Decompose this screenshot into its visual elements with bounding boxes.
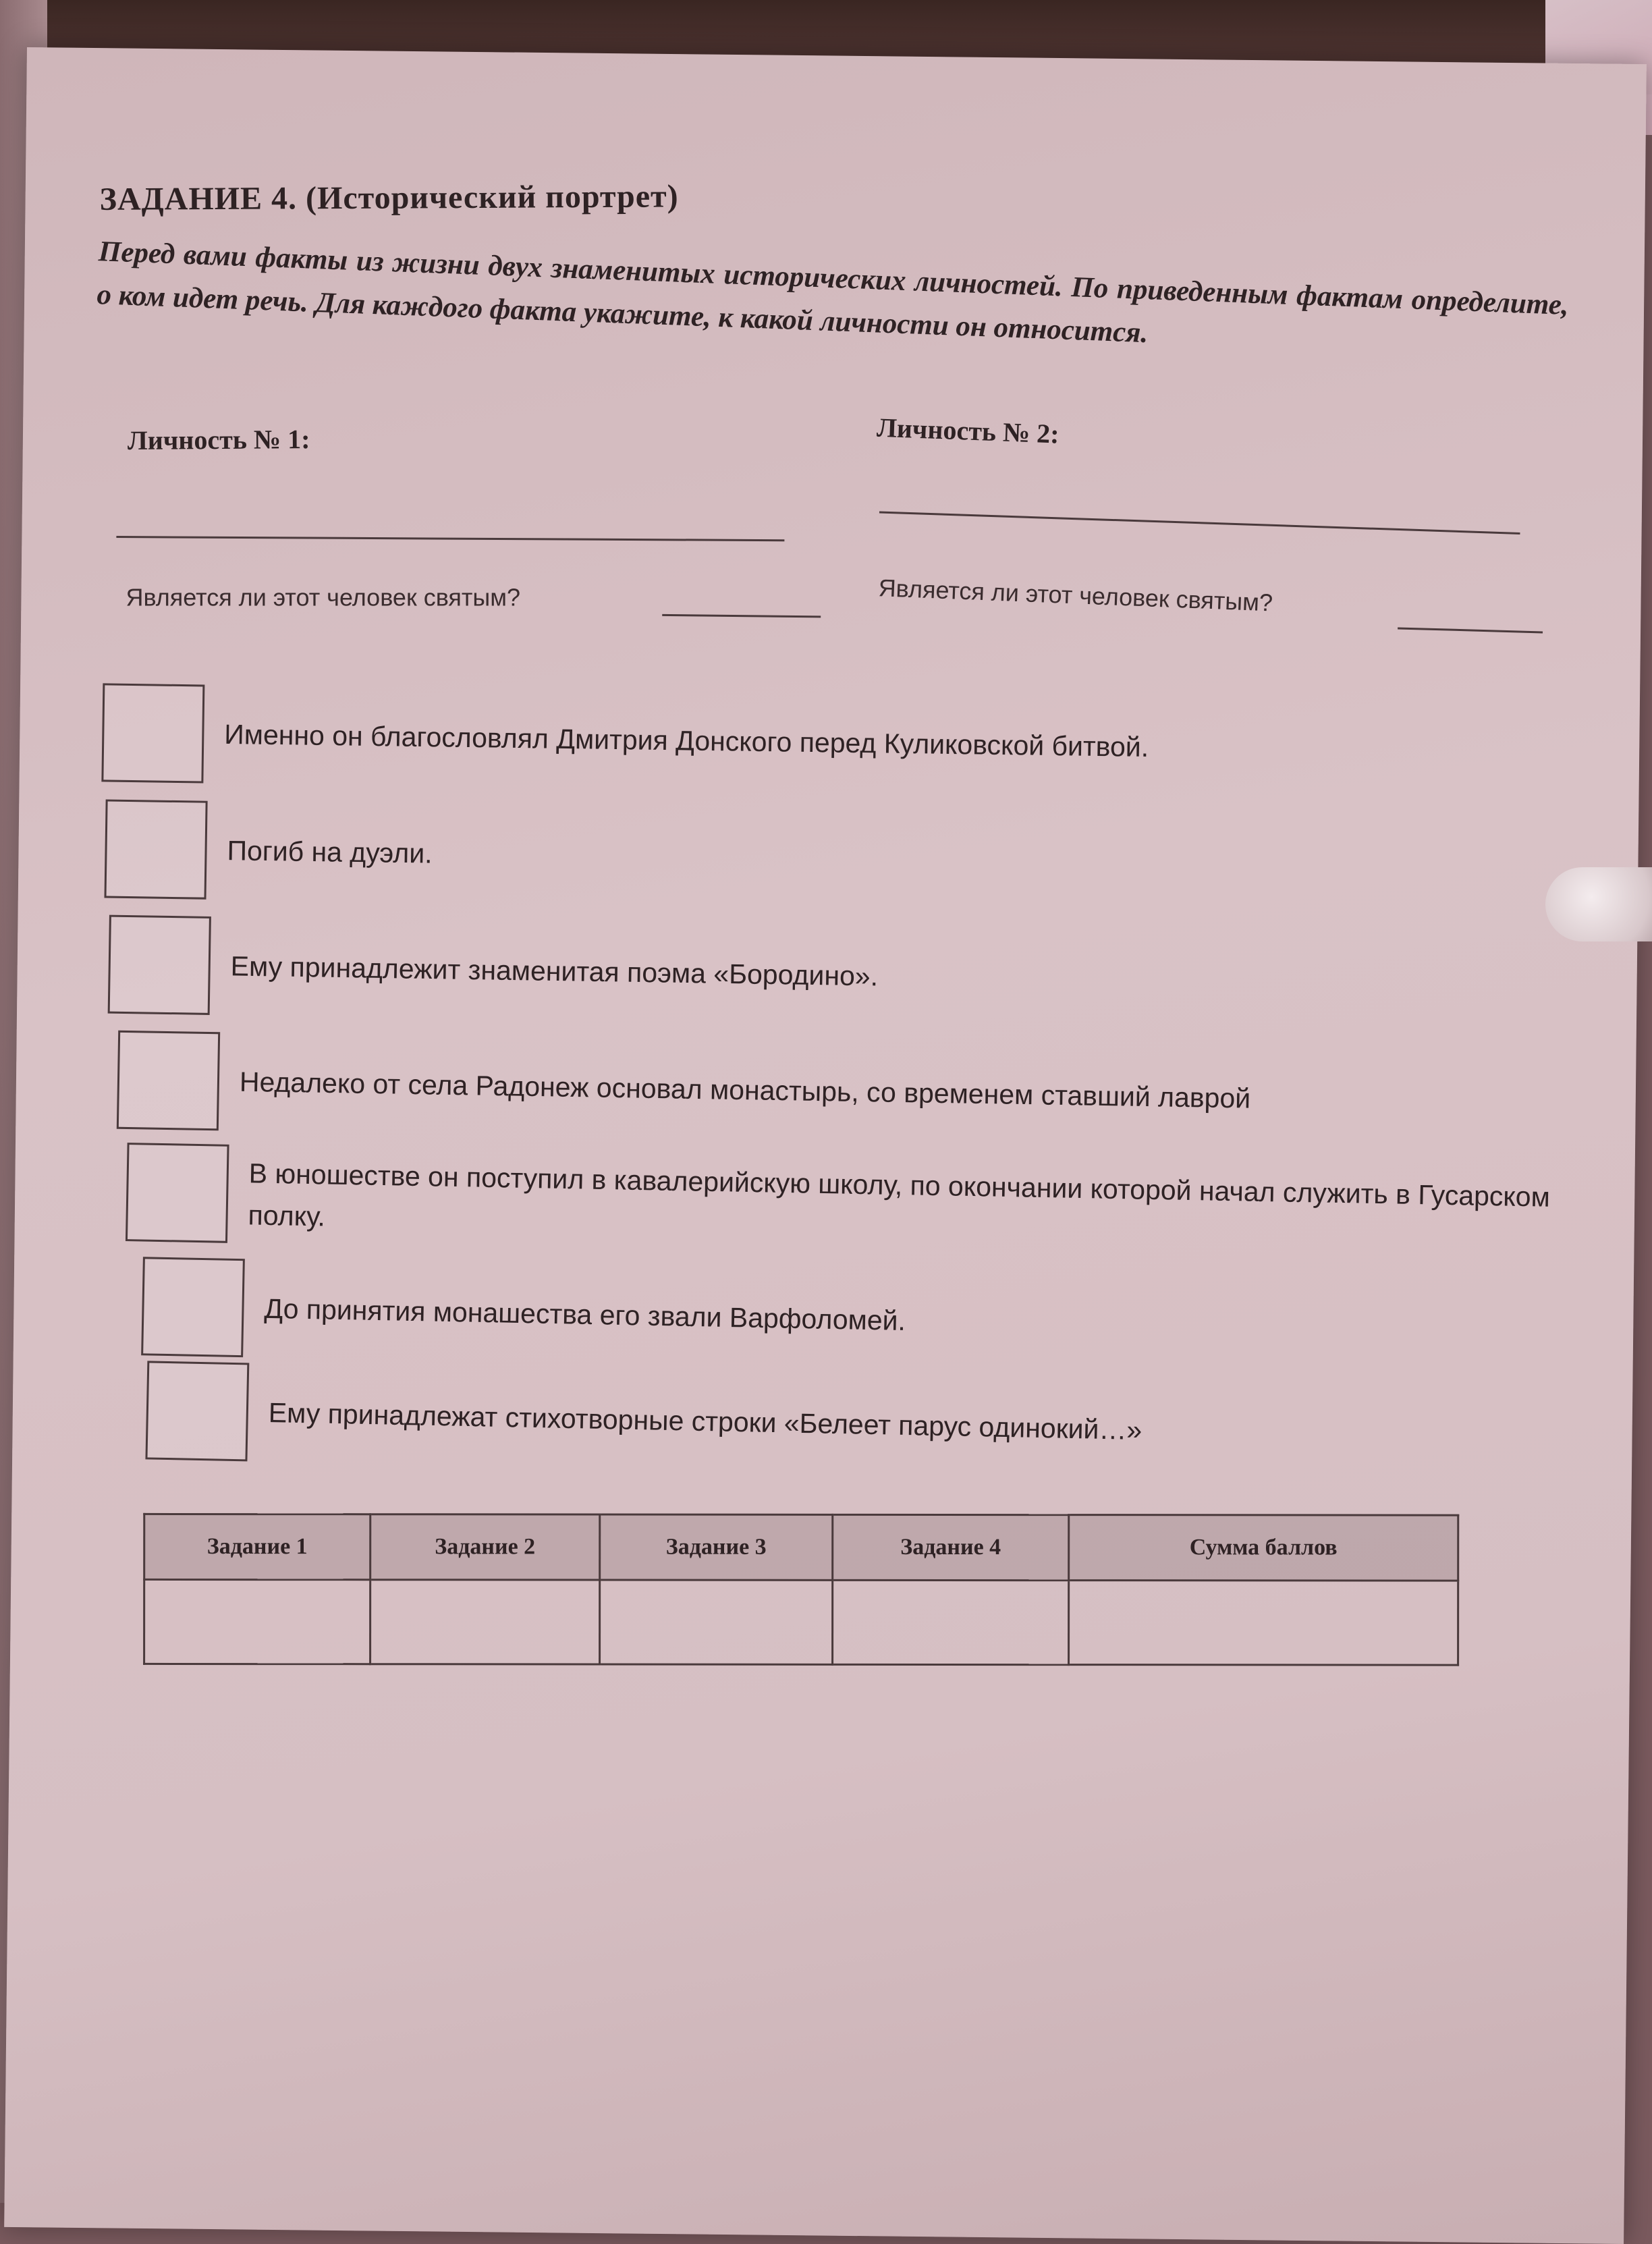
fact-text: В юношестве он поступил в кавалерийскую школу, по окончании которой начал служить в Гусарском полку.	[248, 1157, 1551, 1232]
score-table-value-row	[144, 1579, 1458, 1665]
score-table-header-row	[144, 1514, 1458, 1581]
fact-answer-box[interactable]	[145, 1361, 249, 1461]
fact-answer-box[interactable]	[117, 1031, 220, 1130]
score-cell-total[interactable]	[1069, 1581, 1458, 1666]
fact-answer-box[interactable]	[126, 1143, 229, 1243]
score-header-task-2: Задание 2	[370, 1514, 600, 1580]
fact-item	[145, 1361, 1632, 1489]
score-header-task-3: Задание 3	[600, 1514, 833, 1580]
person-2-label: Личность № 2:	[876, 412, 1060, 449]
saint-question-1: Является ли этот человек святым?	[126, 583, 521, 611]
score-header-total: Сумма баллов	[1069, 1515, 1458, 1581]
fact-item	[108, 915, 1595, 1037]
task-instructions: Перед вами факты из жизни двух знаменитых исторических личностей. По приведенным фактам определите, о ком идет речь. Для каждого факта укажите, к какой личности он относится.	[96, 236, 1570, 350]
score-cell-task-2[interactable]	[370, 1580, 600, 1664]
fact-text: Погиб на дуэли.	[227, 835, 433, 869]
fact-item	[101, 683, 1588, 802]
fact-answer-box[interactable]	[141, 1257, 245, 1357]
pen-cap-object	[1545, 867, 1652, 941]
saint-answer-1-field[interactable]	[662, 614, 821, 618]
score-header-task-4: Задание 4	[833, 1514, 1069, 1580]
score-header-task-1: Задание 1	[144, 1514, 370, 1579]
score-cell-task-4[interactable]	[833, 1580, 1069, 1664]
fact-answer-box[interactable]	[101, 683, 204, 783]
fact-answer-box[interactable]	[104, 799, 207, 899]
saint-question-2: Является ли этот человек святым?	[878, 574, 1273, 617]
fact-text: Недалеко от села Радонеж основал монастырь, со временем ставший лаврой	[239, 1066, 1251, 1114]
fact-text: До принятия монашества его звали Варфоломей.	[264, 1292, 906, 1337]
person-1-name-field[interactable]	[116, 536, 784, 541]
worksheet-page	[4, 47, 1647, 2244]
fact-item	[117, 1031, 1603, 1153]
person-2-name-field[interactable]	[879, 511, 1520, 534]
person-1-label: Личность № 1:	[127, 424, 310, 456]
fact-text: Ему принадлежит знаменитая поэма «Бородино».	[230, 950, 879, 992]
score-cell-task-3[interactable]	[600, 1580, 833, 1664]
task-title: ЗАДАНИЕ 4. (Исторический портрет)	[99, 178, 679, 217]
fact-item	[126, 1143, 1599, 1268]
fact-answer-box[interactable]	[108, 915, 211, 1015]
saint-answer-2-field[interactable]	[1398, 627, 1543, 633]
score-table	[143, 1513, 1459, 1666]
score-cell-task-1[interactable]	[144, 1579, 370, 1664]
fact-item	[104, 799, 1591, 920]
fact-text: Ему принадлежат стихотворные строки «Белеет парус одинокий…»	[268, 1397, 1142, 1446]
fact-text: Именно он благословлял Дмитрия Донского перед Куликовской битвой.	[224, 718, 1149, 763]
